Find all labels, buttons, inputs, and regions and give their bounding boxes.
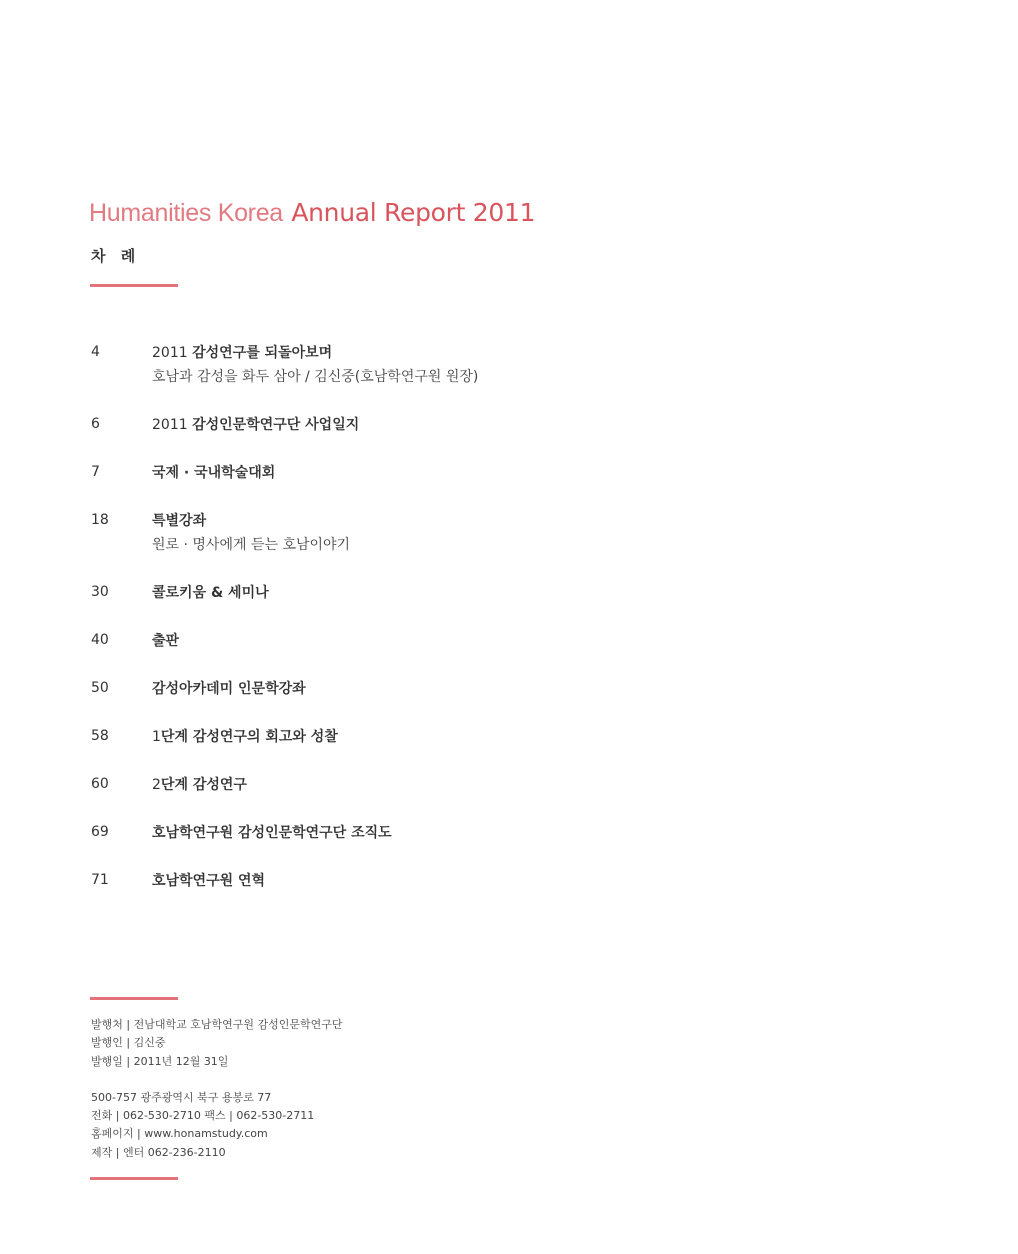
toc-entry[interactable] bbox=[91, 462, 791, 485]
colophon-homepage: 홈페이지 | www.honamstudy.com bbox=[91, 1127, 268, 1141]
colophon-issuer: 발행인 | 김신중 bbox=[91, 1036, 166, 1050]
toc-entry-title bbox=[152, 582, 791, 605]
toc-entry-title bbox=[152, 774, 791, 797]
toc-page-number: 40 bbox=[91, 632, 109, 648]
toc-entry[interactable] bbox=[91, 822, 791, 845]
toc-entry-title bbox=[152, 630, 791, 653]
toc-title-prefix: 2011 bbox=[152, 345, 193, 361]
toc-title-prefix: 2 bbox=[152, 777, 161, 793]
toc-title-text: 출판 bbox=[152, 633, 180, 649]
toc-title-text: 감성연구를 되돌아보며 bbox=[192, 345, 333, 361]
toc-title-text: 단계 감성연구 bbox=[160, 777, 247, 793]
toc-entry-title bbox=[152, 462, 791, 485]
toc-entry[interactable] bbox=[91, 582, 791, 605]
toc-page-number: 7 bbox=[91, 464, 100, 480]
bottom-divider bbox=[90, 1177, 178, 1180]
toc-entry[interactable] bbox=[91, 342, 791, 389]
toc-entry-title bbox=[152, 822, 791, 845]
colophon-divider bbox=[90, 997, 178, 1000]
toc-page-number: 58 bbox=[91, 728, 109, 744]
colophon-publisher: 발행처 | 전남대학교 호남학연구원 감성인문학연구단 bbox=[91, 1018, 343, 1031]
toc-heading: 차 례 bbox=[91, 247, 141, 265]
toc-entry-title bbox=[152, 870, 791, 893]
toc-page-number: 18 bbox=[91, 512, 109, 528]
toc-title-text: 단계 감성연구의 회고와 성찰 bbox=[160, 729, 338, 745]
colophon-phone: 전화 | 062-530-2710 팩스 | 062-530-2711 bbox=[91, 1109, 315, 1123]
toc-page-number: 6 bbox=[91, 416, 100, 432]
toc-title-text: 국제 · 국내학술대회 bbox=[152, 465, 276, 481]
toc-entry-title bbox=[152, 726, 791, 749]
toc-title-text: 감성아카데미 인문학강좌 bbox=[152, 681, 306, 697]
toc-page-number: 71 bbox=[91, 872, 109, 888]
toc-entry-subtitle: 호남과 감성을 화두 삼아 / 김신중(호남학연구원 원장) bbox=[152, 369, 479, 385]
toc-entry[interactable] bbox=[91, 774, 791, 797]
report-title-light: Humanities Korea bbox=[89, 199, 283, 227]
toc-entry-subtitle: 원로 · 명사에게 듣는 호남이야기 bbox=[152, 537, 351, 553]
toc-page-number: 50 bbox=[91, 680, 109, 696]
toc-entry-title bbox=[152, 510, 791, 533]
report-title-bold: Annual Report 2011 bbox=[291, 198, 536, 227]
toc-title-text: 감성인문학연구단 사업일지 bbox=[192, 417, 360, 433]
report-title bbox=[89, 198, 535, 228]
toc-title-text: 콜로키움 & 세미나 bbox=[152, 585, 269, 601]
toc-entry[interactable] bbox=[91, 726, 791, 749]
toc-page-number: 30 bbox=[91, 584, 109, 600]
toc-entry-title bbox=[152, 414, 791, 437]
table-of-contents bbox=[91, 342, 791, 918]
toc-page-number: 60 bbox=[91, 776, 109, 792]
top-divider bbox=[90, 284, 178, 287]
colophon-production: 제작 | 엔터 062-236-2110 bbox=[91, 1145, 226, 1159]
colophon bbox=[91, 1016, 342, 1162]
toc-title-prefix: 2011 bbox=[152, 417, 193, 433]
toc-entry[interactable] bbox=[91, 510, 791, 557]
colophon-address: 500-757 광주광역시 북구 용봉로 77 bbox=[91, 1090, 272, 1104]
toc-entry[interactable] bbox=[91, 630, 791, 653]
toc-entry[interactable] bbox=[91, 414, 791, 437]
colophon-date: 발행일 | 2011년 12월 31일 bbox=[91, 1054, 229, 1068]
toc-page-number: 4 bbox=[91, 344, 100, 360]
toc-title-text: 특별강좌 bbox=[152, 513, 207, 529]
toc-entry-title bbox=[152, 342, 791, 365]
toc-entry-title bbox=[152, 678, 791, 701]
toc-title-text: 호남학연구원 연혁 bbox=[152, 873, 266, 889]
toc-entry[interactable] bbox=[91, 870, 791, 893]
toc-entry[interactable] bbox=[91, 678, 791, 701]
toc-title-prefix: 1 bbox=[152, 729, 161, 745]
toc-page-number: 69 bbox=[91, 824, 109, 840]
toc-title-text: 호남학연구원 감성인문학연구단 조직도 bbox=[152, 825, 392, 841]
